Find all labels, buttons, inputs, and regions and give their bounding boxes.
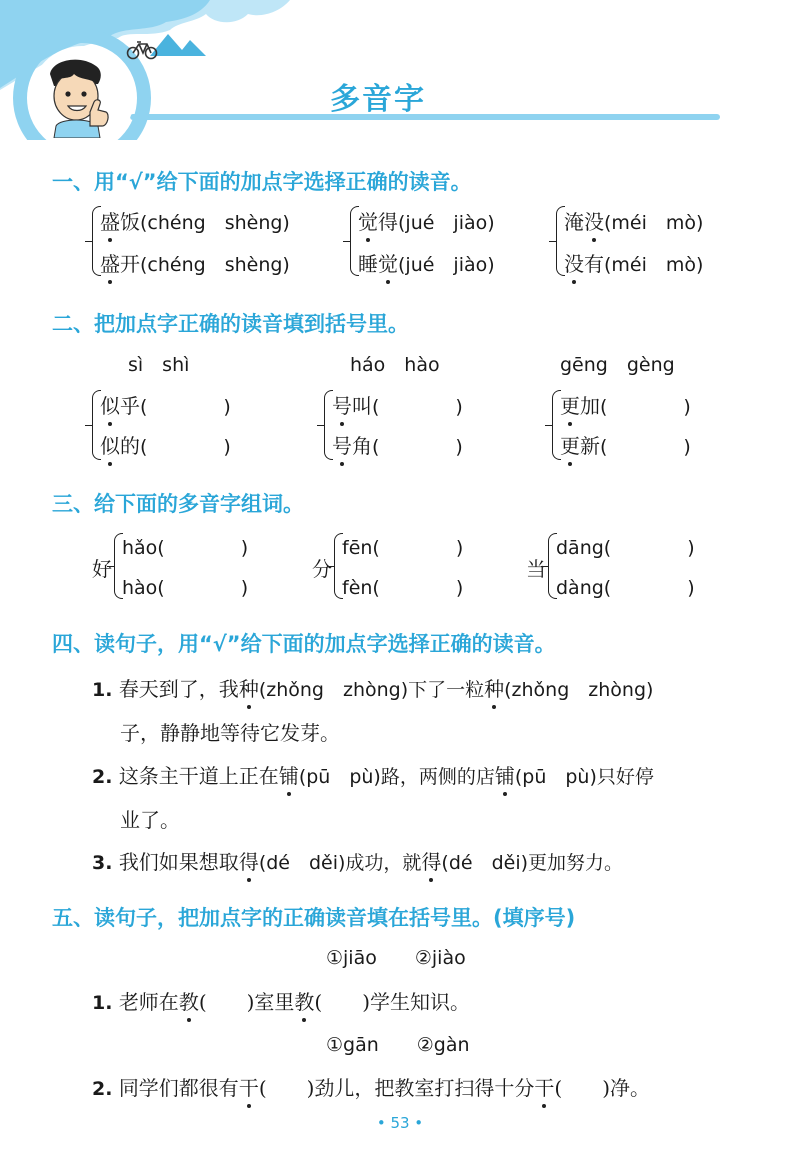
s4-item-1-line2: 子，静静地等待它发芽。 — [120, 721, 340, 745]
answer-blank[interactable]: ( )室里 — [198, 990, 295, 1014]
answer-blank[interactable]: fèn( ) — [342, 577, 464, 599]
section-5-title: 五、读句子，把加点字的正确读音填在括号里。(填序号) — [52, 906, 576, 930]
answer-blank[interactable]: ( ) — [372, 396, 463, 418]
boy-thumbs-up-icon — [36, 56, 118, 138]
s5-item-2: 2. 同学们都很有干( )劲儿，把教室打扫得十分干( )净。 — [92, 1072, 650, 1101]
s4-item-2: 2. 这条主干道上正在铺(pū pù)路，两侧的店铺(pū pù)只好停 — [92, 760, 654, 789]
dotted-char: 觉 — [358, 206, 378, 235]
dotted-char: 得 — [421, 846, 441, 875]
dotted-char: 铺 — [279, 760, 299, 789]
pinyin-choice[interactable]: (dé děi)成功，就 — [258, 852, 422, 874]
polyphone-char: 分 — [312, 557, 332, 581]
s4-item-2-line2: 业了。 — [120, 808, 180, 832]
pinyin-choice[interactable]: (pū pù)路，两侧的店 — [298, 766, 495, 788]
pinyin-choice[interactable]: (zhǒng zhòng)下了一粒 — [258, 679, 485, 701]
dotted-char: 更 — [560, 390, 580, 419]
answer-blank[interactable]: ( ) — [140, 436, 231, 458]
dotted-char: 铺 — [495, 760, 515, 789]
answer-blank[interactable]: ( )净。 — [554, 1076, 651, 1100]
pinyin-choice[interactable]: (pū pù)只好停 — [514, 766, 654, 788]
dotted-char: 似 — [100, 430, 120, 459]
dotted-char: 得 — [239, 846, 259, 875]
answer-blank[interactable]: ( )劲儿，把教室打扫得十分 — [258, 1076, 535, 1100]
answer-blank[interactable]: ( )学生知识。 — [314, 990, 471, 1014]
dotted-char: 教 — [179, 986, 199, 1015]
section-3-title: 三、给下面的多音字组词。 — [52, 492, 304, 516]
dotted-char: 似 — [100, 390, 120, 419]
s2-pinyin-1: sì shì — [128, 354, 190, 376]
s5-options-2: ①gān ②gàn — [326, 1034, 470, 1056]
answer-blank[interactable]: ( ) — [600, 436, 691, 458]
dotted-char: 干 — [239, 1072, 259, 1101]
dotted-char: 没 — [584, 206, 604, 235]
section-2-title: 二、把加点字正确的读音填到括号里。 — [52, 312, 409, 336]
answer-blank[interactable]: ( ) — [372, 436, 463, 458]
s2-pinyin-2: háo hào — [350, 354, 440, 376]
dotted-char: 教 — [294, 986, 314, 1015]
pinyin-choice[interactable]: (zhǒng zhòng) — [504, 679, 654, 701]
pinyin-choice[interactable]: (dé děi)更加努力。 — [441, 852, 624, 874]
header-banner — [0, 0, 800, 140]
polyphone-char: 好 — [92, 557, 112, 581]
dotted-char: 号 — [332, 390, 352, 419]
dotted-char: 没 — [564, 248, 584, 277]
dotted-char: 干 — [534, 1072, 554, 1101]
dotted-char: 更 — [560, 430, 580, 459]
dotted-char: 盛 — [100, 248, 120, 277]
section-1-title: 一、用“√”给下面的加点字选择正确的读音。 — [52, 170, 472, 194]
s5-options-1: ①jiāo ②jiào — [326, 947, 466, 969]
page-title: 多音字 — [330, 82, 426, 117]
s4-item-1: 1. 春天到了，我种(zhǒng zhòng)下了一粒种(zhǒng zhòng) — [92, 673, 653, 702]
dotted-char: 号 — [332, 430, 352, 459]
page-number: • 53 • — [376, 1114, 424, 1132]
answer-blank[interactable]: fēn( ) — [342, 537, 464, 559]
s5-item-1: 1. 老师在教( )室里教( )学生知识。 — [92, 986, 470, 1015]
dotted-char: 觉 — [378, 248, 398, 277]
dotted-char: 盛 — [100, 206, 120, 235]
answer-blank[interactable]: ( ) — [600, 396, 691, 418]
answer-blank[interactable]: dāng( ) — [556, 537, 695, 559]
polyphone-char: 当 — [526, 557, 546, 581]
dotted-char: 种 — [484, 673, 504, 702]
answer-blank[interactable]: ( ) — [140, 396, 231, 418]
s4-item-3: 3. 我们如果想取得(dé děi)成功，就得(dé děi)更加努力。 — [92, 846, 623, 875]
s2-pinyin-3: gēng gèng — [560, 354, 675, 376]
answer-blank[interactable]: hǎo( ) — [122, 537, 249, 559]
answer-blank[interactable]: hào( ) — [122, 577, 249, 599]
answer-blank[interactable]: dàng( ) — [556, 577, 695, 599]
bicycle-icon — [126, 38, 158, 60]
section-4-title: 四、读句子，用“√”给下面的加点字选择正确的读音。 — [52, 632, 556, 656]
dotted-char: 种 — [239, 673, 259, 702]
